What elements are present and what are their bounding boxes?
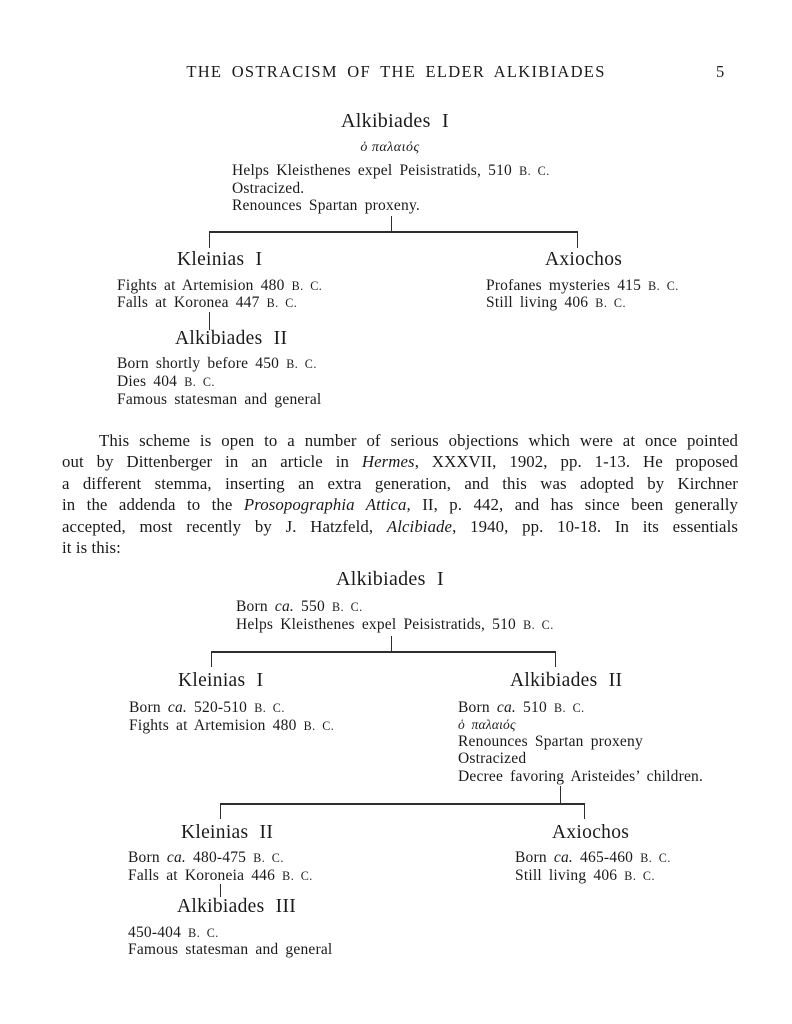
stemma2-kleinias2-detail-line: Falls at Koroneia 446 B. C. xyxy=(128,866,313,884)
stemma1-kleinias1-detail-line: Falls at Koronea 447 B. C. xyxy=(117,294,298,311)
stemma2-kleinias1-name: Kleinias I xyxy=(178,670,264,691)
stemma1-alkibiades2-detail-line: Famous statesman and general xyxy=(117,390,322,408)
stemma1-kleinias1-detail-line: Fights at Artemision 480 B. C. xyxy=(117,276,323,294)
stemma2-alkibiades3-detail-line: 450-404 B. C. xyxy=(128,923,219,941)
paragraph-line: accepted, most recently by J. Hatzfeld, Alcibiade, 1940, pp. 10-18. In its essentials xyxy=(62,516,738,536)
stemma1-alkibiades2-detail-line: Born shortly before 450 B. C. xyxy=(117,355,317,372)
stemma2-kleinias2-name: Kleinias II xyxy=(181,822,274,843)
paragraph-line: it is this: xyxy=(62,538,121,558)
stemma1-axiochos-detail-line: Profanes mysteries 415 B. C. xyxy=(486,276,679,294)
stemma1-root-detail-line: Renounces Spartan proxeny. xyxy=(232,197,420,214)
stemma2-bar2-right-tick xyxy=(584,803,585,819)
stemma1-root-detail-line: Ostracized. xyxy=(232,179,305,197)
stemma2-kleinias2-detail-line: Born ca. 480-475 B. C. xyxy=(128,849,284,866)
paragraph-line: a different stemma, inserting an extra generation, and this was adopted by Kirchner xyxy=(62,473,738,493)
stemma2-bar2-left-tick xyxy=(220,803,221,819)
paragraph-line: in the addenda to the Prosopographia Attica, II, p. 442, and has since been generally xyxy=(62,495,738,515)
stemma2-alkibiades2-greek-epithet: ὁ παλαιός xyxy=(458,717,516,732)
stemma2-alkibiades2-name: Alkibiades II xyxy=(510,670,623,691)
stemma1-alkibiades2-name: Alkibiades II xyxy=(175,328,288,349)
page-title: THE OSTRACISM OF THE ELDER ALKIBIADES xyxy=(186,62,606,81)
stemma2-kleinias1-detail-line: Fights at Artemision 480 B. C. xyxy=(129,716,335,734)
stemma2-kleinias1-detail-line: Born ca. 520-510 B. C. xyxy=(129,699,285,716)
body-paragraph xyxy=(62,430,738,558)
stemma2-root-name: Alkibiades I xyxy=(336,568,444,590)
stemma1-axiochos-detail-line: Still living 406 B. C. xyxy=(486,294,626,311)
stemma2-alkibiades2-drop-line xyxy=(560,786,561,803)
stemma1-left-branch-tick xyxy=(209,231,210,248)
stemma1-sibling-bar xyxy=(209,231,578,233)
stemma1-root-greek-epithet: ὁ παλαιός xyxy=(360,140,420,155)
stemma2-root-detail-line: Born ca. 550 B. C. xyxy=(236,598,363,615)
stemma2-alkibiades2-detail-line: Born ca. 510 B. C. xyxy=(458,699,585,716)
stemma1-right-branch-tick xyxy=(577,231,578,248)
stemma2-alkibiades2-detail-line: Decree favoring Aristeides’ children. xyxy=(458,767,704,785)
stemma2-sibling-bar-2 xyxy=(220,803,585,805)
stemma2-root-drop-line xyxy=(391,636,392,651)
stemma1-axiochos-name: Axiochos xyxy=(545,249,623,270)
paragraph-line: This scheme is open to a number of serious objections which were at once pointed xyxy=(99,431,738,450)
stemma1-kleinias1-name: Kleinias I xyxy=(177,249,263,270)
stemma2-bar1-left-tick xyxy=(211,651,212,667)
page-number: 5 xyxy=(716,62,725,81)
stemma2-axiochos-detail-line: Still living 406 B. C. xyxy=(515,866,655,884)
stemma2-alkibiades2-detail-line: Renounces Spartan proxeny xyxy=(458,732,643,750)
stemma2-alkibiades3-detail-line: Famous statesman and general xyxy=(128,941,333,958)
stemma2-alkibiades3-name: Alkibiades III xyxy=(177,896,297,917)
stemma2-root-detail-line: Helps Kleisthenes expel Peisistratids, 510 B. C. xyxy=(236,616,554,633)
stemma1-root-detail-line: Helps Kleisthenes expel Peisistratids, 510 B. C. xyxy=(232,162,550,179)
stemma1-root-drop-line xyxy=(391,216,392,231)
stemma1-root-name: Alkibiades I xyxy=(341,110,449,132)
stemma1-alkibiades2-detail-line: Dies 404 B. C. xyxy=(117,373,215,390)
stemma2-alkibiades2-detail-line: Ostracized xyxy=(458,750,527,767)
stemma2-bar1-right-tick xyxy=(555,651,556,667)
stemma2-sibling-bar-1 xyxy=(211,651,556,653)
paragraph-line: out by Dittenberger in an article in Hermes, XXXVII, 1902, pp. 1-13. He proposed xyxy=(62,452,738,472)
stemma2-axiochos-name: Axiochos xyxy=(552,822,630,843)
stemma2-axiochos-detail-line: Born ca. 465-460 B. C. xyxy=(515,849,671,866)
